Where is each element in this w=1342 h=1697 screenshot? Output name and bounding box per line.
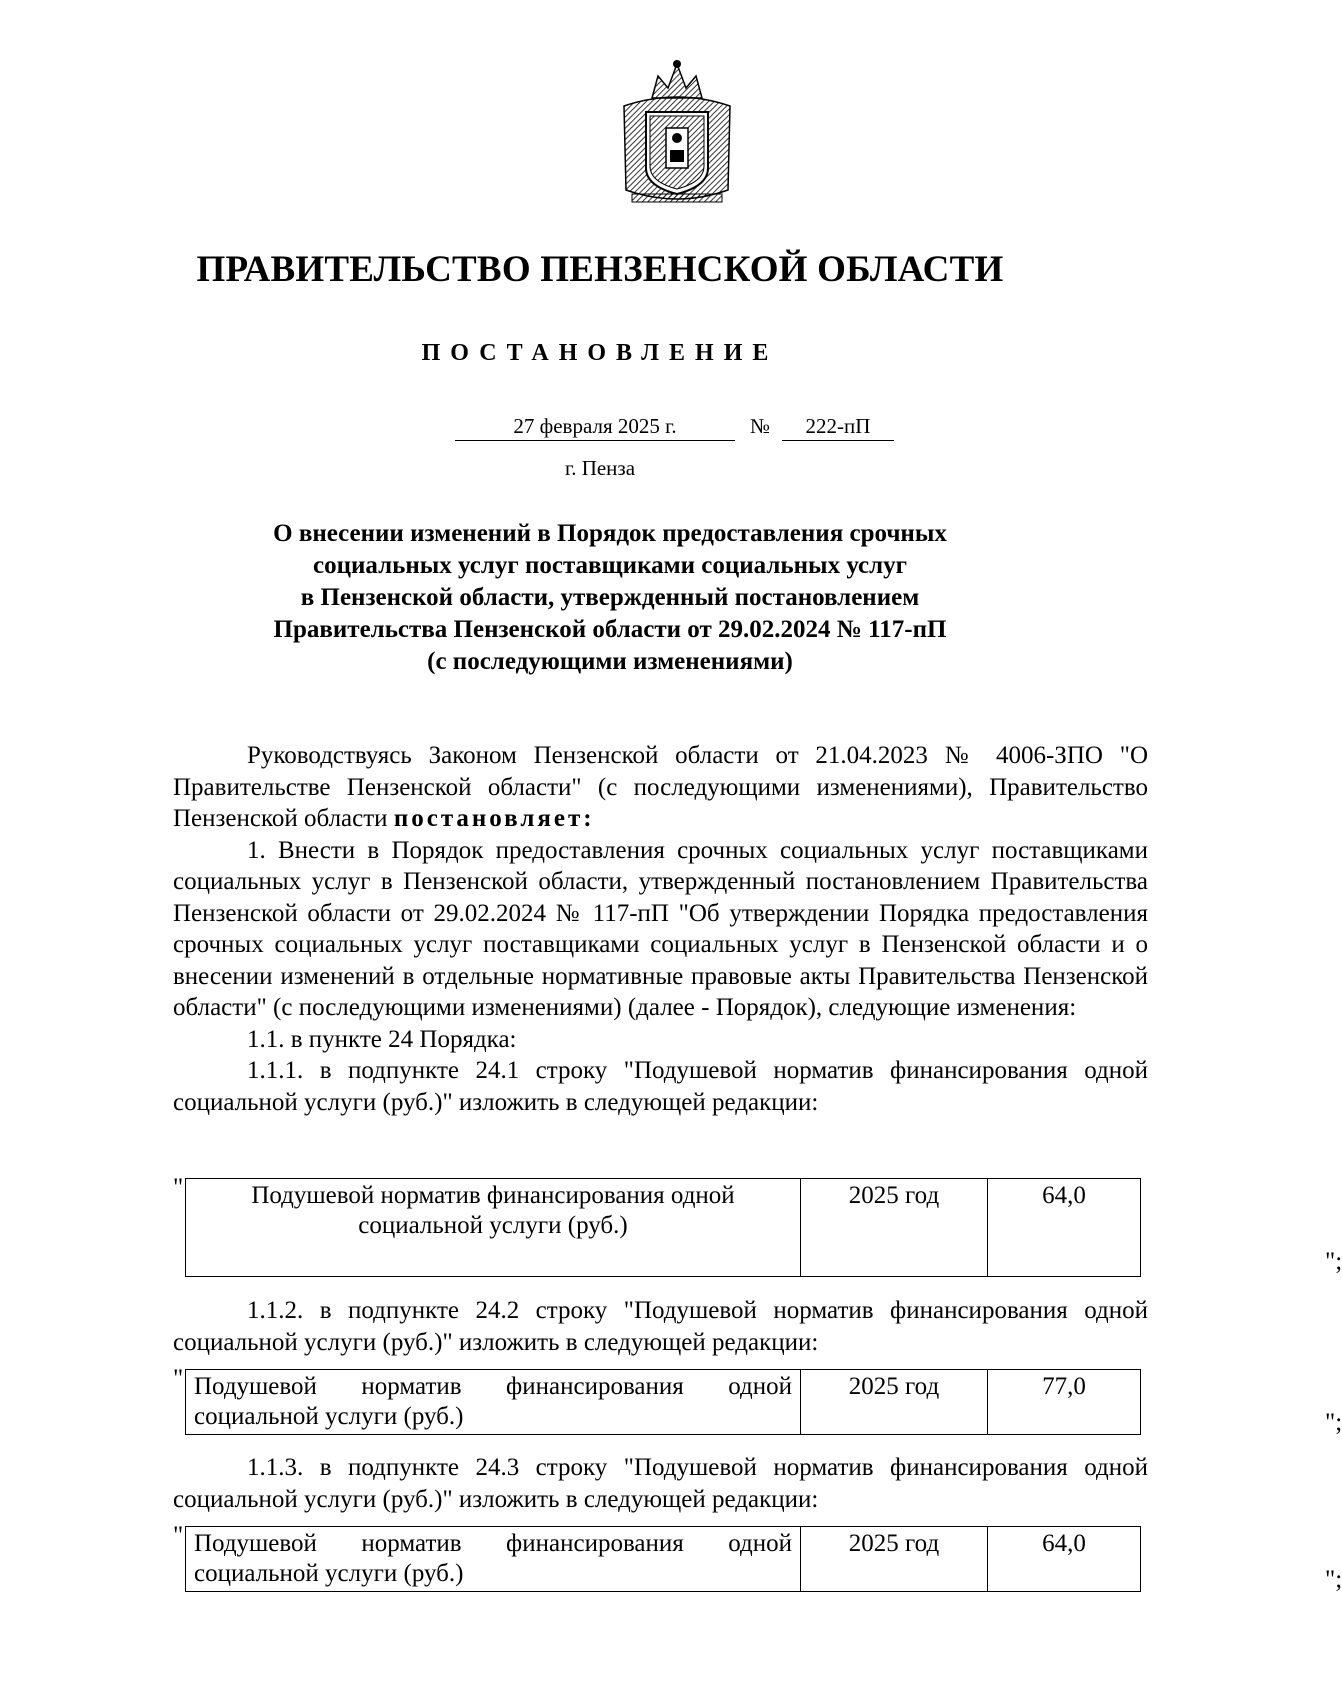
row-value: 64,0 [988, 1179, 1141, 1277]
document-subject [180, 518, 1040, 678]
item-1-1-3-paragraph: 1.1.3. в подпункте 24.3 строку "Подушевой норматив финансирования одной социальной услуги (руб.)" изложить в следующей редакции: [173, 1454, 1148, 1513]
subject-line: (с последующими изменениями) [427, 648, 793, 675]
table-row [186, 1370, 1141, 1435]
subject-line: социальных услуг поставщиками социальных услуг [312, 552, 908, 579]
preamble-paragraph [173, 740, 1148, 835]
close-quote: "; [1325, 1566, 1342, 1593]
norm-table [185, 1178, 1141, 1277]
document-number: 222-пП [782, 414, 894, 441]
row-year: 2025 год [801, 1527, 988, 1592]
norm-table [185, 1369, 1141, 1435]
item-1-1-paragraph: 1.1. в пункте 24 Порядка: [247, 1025, 517, 1053]
row-label: Подушевой норматив финансирования одной социальной услуги (руб.) [186, 1370, 801, 1435]
replacement-table-2 [173, 1365, 1342, 1439]
coat-of-arms-icon [610, 58, 745, 208]
subject-line: О внесении изменений в Порядок предоставления срочных [273, 520, 947, 547]
replacement-table-1 [173, 1174, 1342, 1278]
row-value: 64,0 [988, 1527, 1141, 1592]
body-section-2 [173, 1295, 1148, 1358]
item-1-1-1-paragraph: 1.1.1. в подпункте 24.1 строку "Подушевой норматив финансирования одной социальной услуги (руб.)" изложить в следующей редакции: [173, 1057, 1148, 1116]
replacement-table-3 [173, 1522, 1342, 1596]
body-section-1 [173, 740, 1148, 1118]
row-year: 2025 год [801, 1370, 988, 1435]
row-label: Подушевой норматив финансирования одной социальной услуги (руб.) [186, 1527, 801, 1592]
decides-word: постановляет: [393, 805, 595, 832]
city: г. Пенза [564, 456, 636, 480]
subject-line: Правительства Пензенской области от 29.02.2024 № 117-пП [273, 616, 947, 643]
table-row [186, 1527, 1141, 1592]
document-type: ПОСТАНОВЛЕНИЕ [421, 340, 779, 366]
item-1-1-2-paragraph: 1.1.2. в подпункте 24.2 строку "Подушевой норматив финансирования одной социальной услуги (руб.)" изложить в следующей редакции: [173, 1297, 1148, 1356]
open-quote: " [173, 1522, 184, 1549]
table-row [186, 1179, 1141, 1277]
row-year: 2025 год [801, 1179, 988, 1277]
open-quote: " [173, 1174, 184, 1201]
preamble-text: Руководствуясь Законом Пензенской области от 21.04.2023 № 4006-ЗПО "О Правительстве Пензенской области" (с последующими изменениями), Правительство Пензенской области [173, 742, 1148, 832]
row-label: Подушевой норматив финансирования одной социальной услуги (руб.) [186, 1179, 801, 1277]
norm-table [185, 1526, 1141, 1592]
row-value: 77,0 [988, 1370, 1141, 1435]
open-quote: " [173, 1365, 184, 1392]
body-section-3 [173, 1452, 1148, 1515]
document-date: 27 февраля 2025 г. [455, 414, 735, 441]
subject-line: в Пензенской области, утвержденный постановлением [300, 584, 920, 611]
item-1-paragraph: 1. Внести в Порядок предоставления срочных социальных услуг поставщиками социальных услуг в Пензенской области, утвержденный постановлением Правительства Пензенской области от 29.02.2024 № 117-пП "Об утверждении Порядка предоставления срочных социальных услуг поставщиками социальных услуг в Пензенской области и о внесении изменений в отдельные нормативные правовые акты Правительства Пензенской области" (с последующими изменениями) (далее - Порядок), следующие изменения: [173, 836, 1148, 1021]
number-sign: № [750, 414, 771, 438]
government-name: ПРАВИТЕЛЬСТВО ПЕНЗЕНСКОЙ ОБЛАСТИ [196, 249, 1004, 290]
close-quote: "; [1325, 1409, 1342, 1436]
close-quote: "; [1325, 1248, 1342, 1275]
